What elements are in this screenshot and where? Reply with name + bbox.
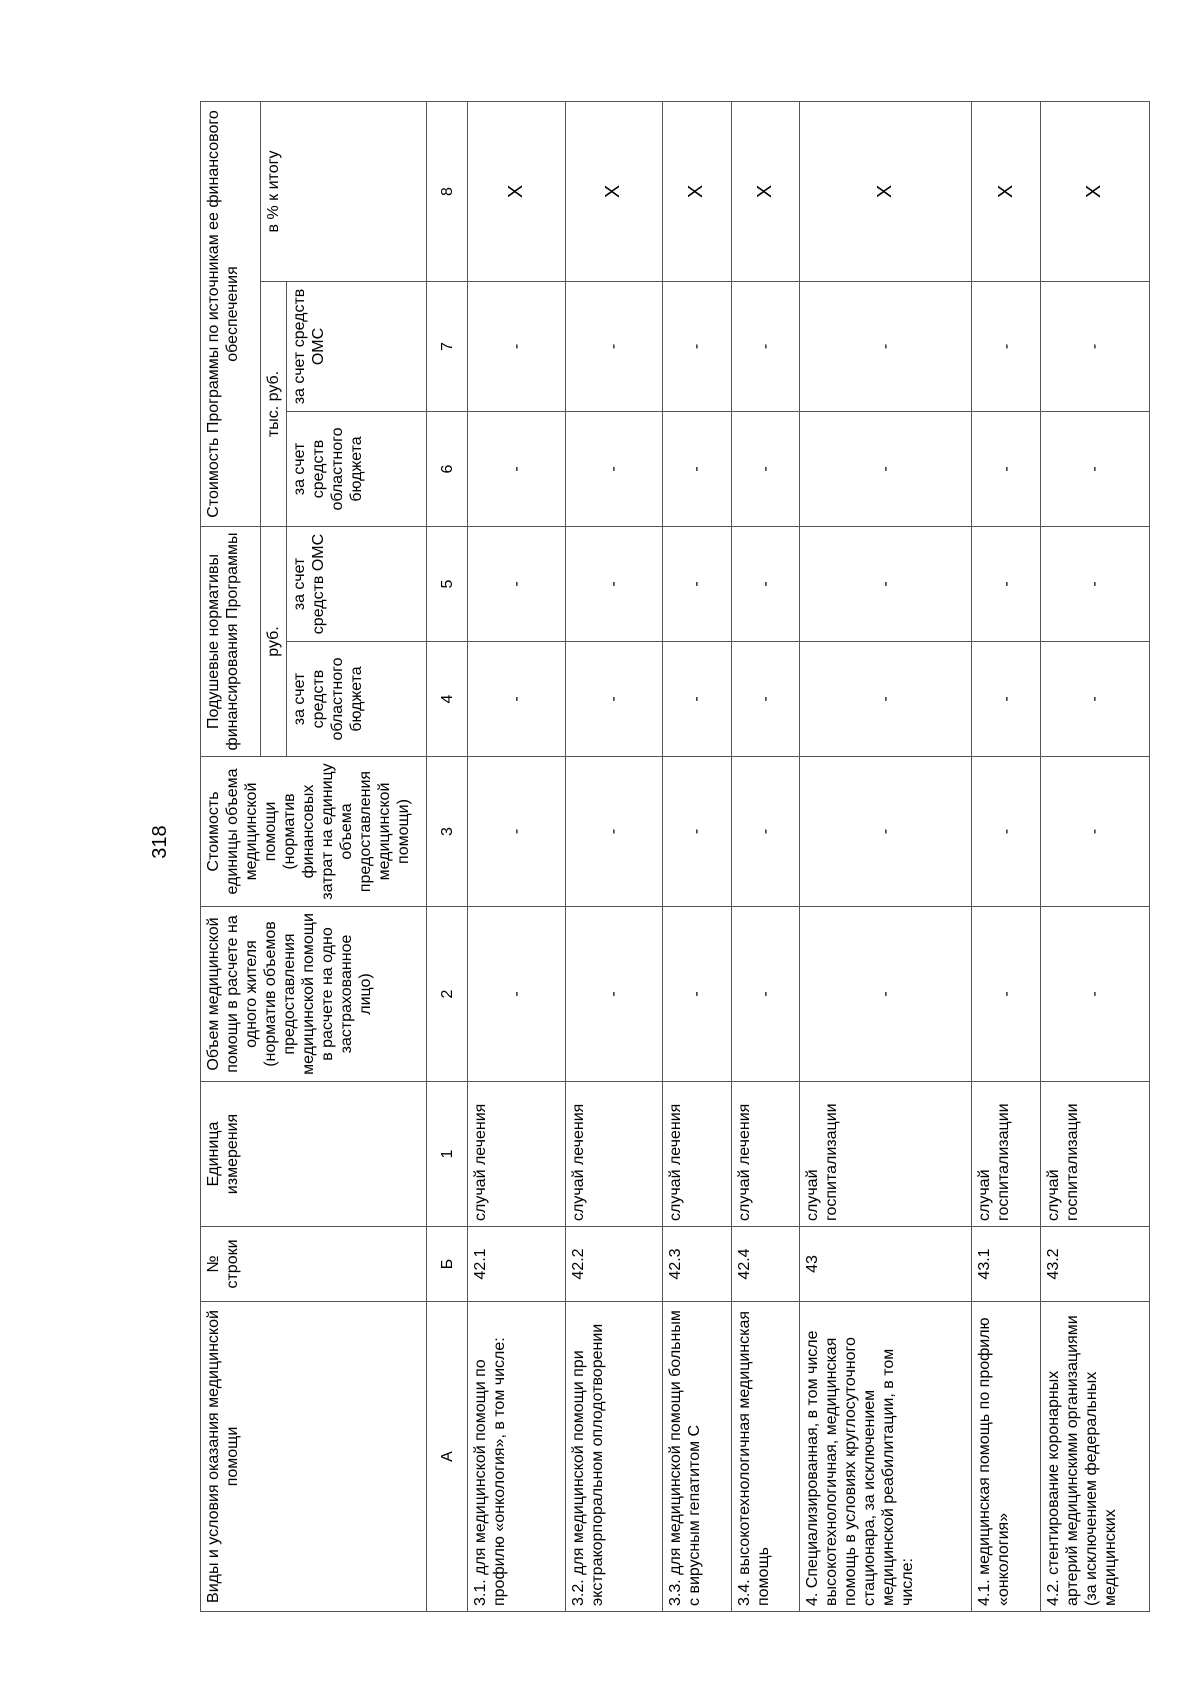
row-volume: - <box>731 907 800 1082</box>
index-cell: 7 <box>427 281 468 411</box>
row-unit: случай лечения <box>731 1082 800 1227</box>
index-cell: 8 <box>427 101 468 281</box>
header-src-oms: за счет средств ОМС <box>287 281 427 411</box>
row-unit-cost: - <box>565 757 662 907</box>
row-pct: X <box>565 101 662 281</box>
header-group-sources: Стоимость Программы по источникам ее финансового обеспечения <box>201 101 261 526</box>
financing-table <box>200 101 1150 1612</box>
table-row <box>662 101 731 1611</box>
header-group-norms: Подушевые нормативы финансирования Программы <box>201 526 261 756</box>
header-volume: Объем медицинской помощи в расчете на одного жителя (норматив объемов предоставления медицинской помощи в расчете на одно застрахованное лицо) <box>201 907 427 1082</box>
row-src-oms: - <box>731 281 800 411</box>
table-header <box>201 101 427 1611</box>
row-norm-oms: - <box>800 526 972 641</box>
index-cell: 1 <box>427 1082 468 1227</box>
header-norm-budget: за счет средств областного бюджета <box>287 642 427 757</box>
row-src-oms: - <box>565 281 662 411</box>
header-unit-cost: Стоимость единицы объема медицинской помощи (норматив финансовых затрат на единицу объема предоставления медицинской помощи) <box>201 757 427 907</box>
row-name: 3.2. для медицинской помощи при экстракорпоральном оплодотворении <box>565 1302 662 1612</box>
row-unit-cost: - <box>1040 757 1149 907</box>
row-volume: - <box>662 907 731 1082</box>
row-volume: - <box>468 907 565 1082</box>
row-norm-budget: - <box>800 642 972 757</box>
row-src-oms: - <box>800 281 972 411</box>
row-number: 42.2 <box>565 1227 662 1302</box>
row-pct: X <box>468 101 565 281</box>
index-cell: 6 <box>427 411 468 526</box>
index-cell: 3 <box>427 757 468 907</box>
row-norm-oms: - <box>731 526 800 641</box>
header-kind: Виды и условия оказания медицинской помощи <box>201 1302 427 1612</box>
header-thous-rub: тыс. руб. <box>261 281 287 526</box>
row-norm-budget: - <box>468 642 565 757</box>
row-unit: случай лечения <box>468 1082 565 1227</box>
row-src-budget: - <box>662 411 731 526</box>
row-number: 43.2 <box>1040 1227 1149 1302</box>
row-src-oms: - <box>662 281 731 411</box>
header-rub: руб. <box>261 526 287 756</box>
row-src-budget: - <box>565 411 662 526</box>
row-unit: случай госпитализации <box>972 1082 1041 1227</box>
index-cell: А <box>427 1302 468 1612</box>
row-norm-budget: - <box>662 642 731 757</box>
row-unit: случай лечения <box>565 1082 662 1227</box>
row-norm-budget: - <box>972 642 1041 757</box>
row-pct: X <box>662 101 731 281</box>
row-src-oms: - <box>1040 281 1149 411</box>
row-pct: X <box>1040 101 1149 281</box>
row-number: 42.4 <box>731 1227 800 1302</box>
table-row <box>972 101 1041 1611</box>
row-norm-oms: - <box>468 526 565 641</box>
row-number: 43.1 <box>972 1227 1041 1302</box>
row-name: 3.1. для медицинской помощи по профилю «онкология», в том числе: <box>468 1302 565 1612</box>
row-pct: X <box>972 101 1041 281</box>
row-norm-budget: - <box>1040 642 1149 757</box>
row-src-budget: - <box>800 411 972 526</box>
row-pct: X <box>800 101 972 281</box>
row-src-budget: - <box>1040 411 1149 526</box>
rotated-table-container <box>200 102 1150 1612</box>
row-src-oms: - <box>972 281 1041 411</box>
header-pct-total: в % к итогу <box>261 101 427 281</box>
row-number: 43 <box>800 1227 972 1302</box>
page-number: 318 <box>149 825 171 859</box>
row-name: 3.4. высокотехнологичная медицинская помощь <box>731 1302 800 1612</box>
row-volume: - <box>972 907 1041 1082</box>
row-unit-cost: - <box>662 757 731 907</box>
row-unit-cost: - <box>800 757 972 907</box>
row-src-budget: - <box>972 411 1041 526</box>
row-number: 42.1 <box>468 1227 565 1302</box>
row-pct: X <box>731 101 800 281</box>
header-norm-oms: за счет средств ОМС <box>287 526 427 641</box>
header-row-number: № строки <box>201 1227 427 1302</box>
row-volume: - <box>800 907 972 1082</box>
row-volume: - <box>1040 907 1149 1082</box>
header-unit: Единица измерения <box>201 1082 427 1227</box>
row-name: 4.1. медицинская помощь по профилю «онкология» <box>972 1302 1041 1612</box>
row-unit: случай госпитализации <box>800 1082 972 1227</box>
index-cell: 4 <box>427 642 468 757</box>
row-src-budget: - <box>731 411 800 526</box>
row-norm-oms: - <box>662 526 731 641</box>
index-cell: 2 <box>427 907 468 1082</box>
header-src-budget: за счет средств областного бюджета <box>287 411 427 526</box>
row-src-budget: - <box>468 411 565 526</box>
row-norm-oms: - <box>1040 526 1149 641</box>
row-unit-cost: - <box>972 757 1041 907</box>
row-norm-budget: - <box>731 642 800 757</box>
row-name: 4. Специализированная, в том числе высокотехнологичная, медицинская помощь в условиях круглосуточного стационара, за исключением медицинской реабилитации, в том числе: <box>800 1302 972 1612</box>
table-row <box>800 101 972 1611</box>
table-row <box>468 101 565 1611</box>
row-norm-budget: - <box>565 642 662 757</box>
row-unit: случай госпитализации <box>1040 1082 1149 1227</box>
row-norm-oms: - <box>565 526 662 641</box>
table-row <box>1040 101 1149 1611</box>
row-name: 3.3. для медицинской помощи больным с вирусным гепатитом С <box>662 1302 731 1612</box>
table-row <box>565 101 662 1611</box>
row-unit: случай лечения <box>662 1082 731 1227</box>
row-volume: - <box>565 907 662 1082</box>
table-body <box>427 101 1150 1611</box>
row-number: 42.3 <box>662 1227 731 1302</box>
index-row <box>427 101 468 1611</box>
table-row <box>731 101 800 1611</box>
index-cell: 5 <box>427 526 468 641</box>
row-name: 4.2. стентирование коронарных артерий медицинскими организациями (за исключением федеральных медицинских <box>1040 1302 1149 1612</box>
index-cell: Б <box>427 1227 468 1302</box>
row-unit-cost: - <box>731 757 800 907</box>
row-src-oms: - <box>468 281 565 411</box>
row-norm-oms: - <box>972 526 1041 641</box>
row-unit-cost: - <box>468 757 565 907</box>
